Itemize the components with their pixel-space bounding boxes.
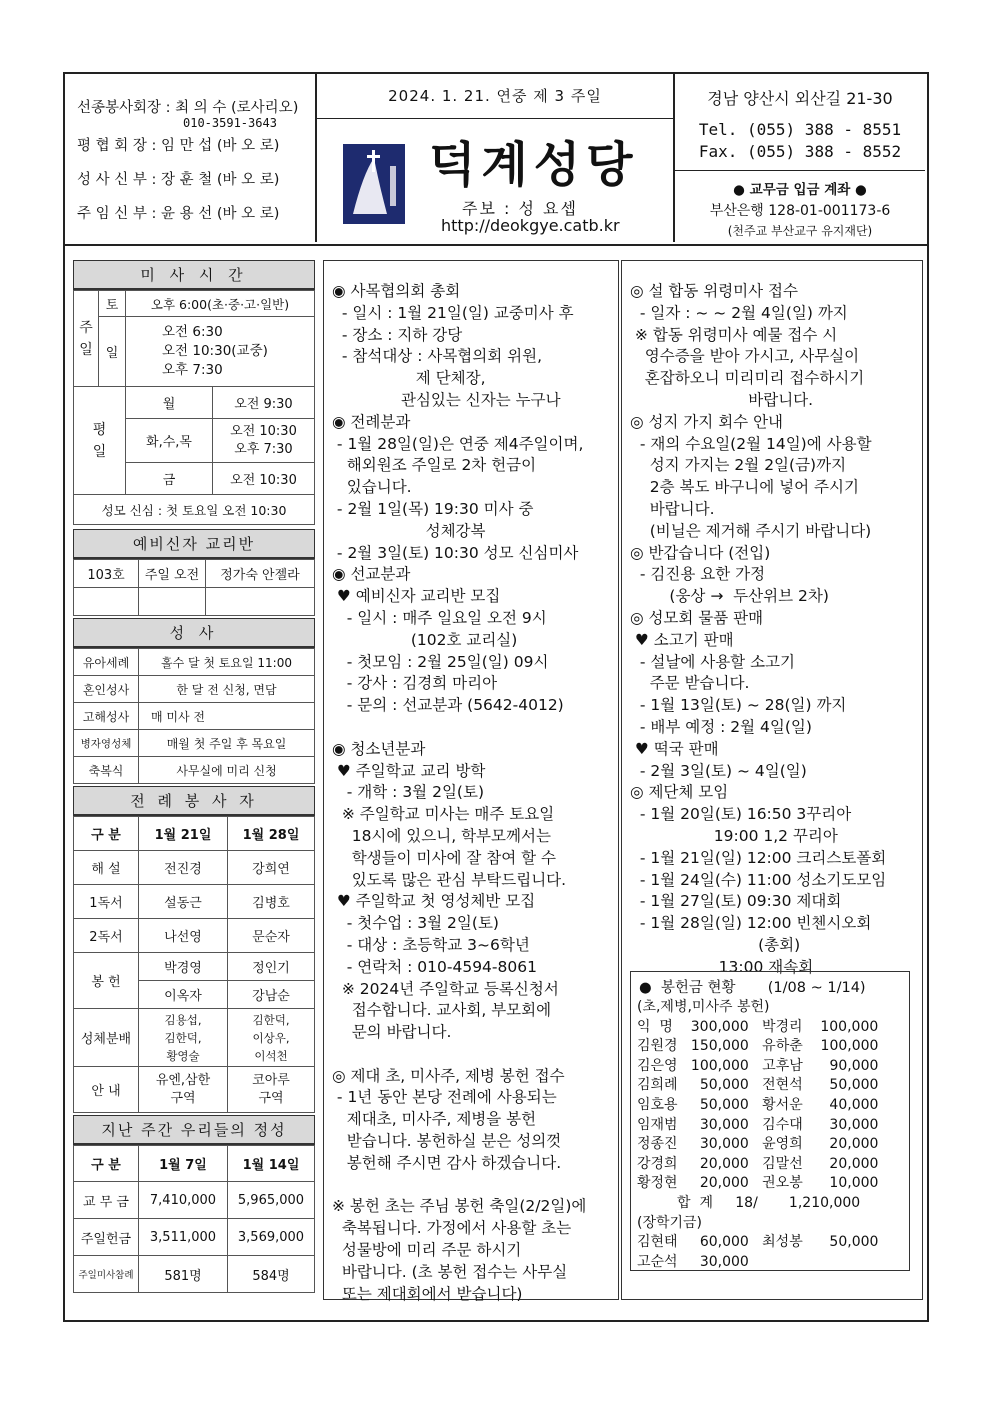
header <box>65 74 927 246</box>
sacrament-info: 홀수 달 첫 토요일 11:00 <box>139 649 315 676</box>
col-header: 1월 14일 <box>228 1146 315 1182</box>
empty-cell <box>74 588 139 616</box>
right-announcements: ◎ 설 합동 위령미사 접수 - 일자 : ~ ~ 2월 4일(일) 까지 ※ 합동 위령미사 예물 접수 시 영수증을 받아 가시고, 사무실이 혼잡하오니 미리미리 접수하시기 바랍니다. ◎ 성지 가지 회수 안내 - 재의 수요일(2월 14일)에 사용할 성지 가지는 2월 2일(금)까지 2층 복도 바구니에 넣어 주시기 바랍니다. (비닐은 제거해 주시기 바랍니다) ◎ 반갑습니다 (전입) - 김진용 요한 가정 (웅상 → 두산위브 2차) ◎ 성모회 물품 판매 ♥ 소고기 판매 - 설날에 사용할 소고기 주문 받습니다. - 1월 13일(토) ~ 28(일) 까지 - 배부 예정 : 2월 4일(일) ♥ 떡국 판매 - 2월 3일(토) ~ 4일(일) ◎ 제단체 모임 - 1월 20일(토) 16:50 3꾸리아 19:00 1,2 꾸리아 - 1월 21일(일) 12:00 크리스토폴회 - 1월 24일(수) 11:00 성소기도모임 - 1월 27일(토) 09:30 제대회 - 1월 28일(일) 12:00 빈첸시오회 (총회) 13:00 재속회 <box>630 282 887 976</box>
title-panel <box>317 74 675 242</box>
role-label: 봉 헌 <box>74 953 139 1009</box>
account-title: ● 교무금 입금 계좌 ● <box>733 182 867 198</box>
sun-times <box>126 317 315 387</box>
staff-panel <box>65 74 317 242</box>
mon-label: 월 <box>126 387 213 419</box>
staff-line-2 <box>77 134 279 155</box>
sacrament-name: 병자영성체 <box>74 730 139 757</box>
staff-line-1 <box>77 96 298 117</box>
staff-role: 선종봉사회장 : <box>77 100 171 116</box>
divider <box>675 170 925 171</box>
sacrament-name: 유아세례 <box>74 649 139 676</box>
sacrament-info: 매 미사 전 <box>139 703 315 730</box>
address: 경남 양산시 외산길 21-30 <box>707 89 893 108</box>
col-header: 구 분 <box>74 817 139 851</box>
website-link[interactable]: http://deokgye.catb.kr <box>441 216 620 235</box>
staff-phone: 010-3591-3643 <box>183 116 277 130</box>
left-column <box>73 260 315 1293</box>
sat-label: 토 <box>99 291 126 317</box>
right-column <box>621 260 923 1300</box>
catechumen-table <box>73 559 315 616</box>
contact-panel <box>675 74 927 242</box>
catechumen-title: 예비신자 교리반 <box>73 529 315 559</box>
sacrament-name: 축복식 <box>74 757 139 784</box>
server-name: 이옥자 <box>139 981 228 1009</box>
server-names: 김한덕, 이상우, 이석천 <box>228 1009 315 1067</box>
staff-line-3 <box>77 168 279 189</box>
bulletin-patron: 주보 : 성 요셉 <box>462 199 578 218</box>
weekday-label: 평일 <box>74 387 126 495</box>
sun-label: 일 <box>99 317 126 387</box>
catechumen-room: 103호 <box>74 560 139 588</box>
sacrament-info: 한 달 전 신청, 면담 <box>139 676 315 703</box>
staff-line-4 <box>77 202 279 223</box>
server-name: 김병호 <box>228 885 315 919</box>
empty-cell <box>139 588 206 616</box>
staff-name: 윤 용 선 (바 오 로) <box>160 206 280 222</box>
offering-value: 3,511,000 <box>139 1219 228 1256</box>
server-name: 설동근 <box>139 885 228 919</box>
sacraments-table <box>73 648 315 784</box>
role-label: 2독서 <box>74 919 139 953</box>
col-header: 1월 21일 <box>139 817 228 851</box>
sacrament-name: 고해성사 <box>74 703 139 730</box>
catechumen-time: 주일 오전 <box>139 560 206 588</box>
donations-title: ● 봉헌금 현황 (1/08 ~ 1/14) <box>639 980 866 996</box>
sunday-label: 주일 <box>74 291 99 387</box>
offering-label: 주일미사참례 <box>74 1256 139 1293</box>
offerings-table <box>73 1145 315 1293</box>
tue-thu-time: 오전 10:30 오후 7:30 <box>213 419 315 463</box>
sacraments-title: 성 사 <box>73 618 315 648</box>
server-name: 강남순 <box>228 981 315 1009</box>
server-names: 유엔,삼한 구역 <box>139 1067 228 1113</box>
server-name: 강희연 <box>228 851 315 885</box>
role-label: 해 설 <box>74 851 139 885</box>
donations-box <box>630 971 910 1271</box>
date-line: 2024. 1. 21. 연중 제 3 주일 <box>317 74 673 119</box>
offering-label: 교 무 금 <box>74 1182 139 1219</box>
staff-name: 최 의 수 (로사리오) <box>175 100 299 116</box>
account-note: (천주교 부산교구 유지재단) <box>727 224 873 238</box>
donations-list: (초,제병,미사주 봉헌) 익 명 300,000 박경리 100,000 김원경 150,000 유하춘 100,000 김은영 100,000 고후남 90,000 김희례 50,000 전현석 50,000 임호용 50,000 황서운 40,000 임재범 30,000 김수대 30,000 정종진 30,000 윤영희 20,000 강경희 20,000 김말선 20,000 황정현 20,000 권오봉 10,000 합 계 18/ 1,210,000 (장학기금) 김현태 60,000 최성봉 50,000 고순석 30,000 <box>637 999 879 1270</box>
fri-label: 금 <box>126 463 213 495</box>
church-name: 덕계성당 <box>429 137 639 193</box>
role-label: 1독서 <box>74 885 139 919</box>
fri-time: 오전 10:30 <box>213 463 315 495</box>
server-names: 김용섭, 김한덕, 황영술 <box>139 1009 228 1067</box>
catechumen-teacher: 정가숙 안젤라 <box>206 560 315 588</box>
server-name: 전진경 <box>139 851 228 885</box>
mass-times-title: 미 사 시 간 <box>73 260 315 290</box>
server-name: 나선영 <box>139 919 228 953</box>
server-names: 코아루 구역 <box>228 1067 315 1113</box>
tel: Tel. (055) 388 - 8551 <box>698 120 902 139</box>
bulletin-frame <box>63 72 929 1322</box>
offerings-title: 지난 주간 우리들의 정성 <box>73 1115 315 1145</box>
servers-table <box>73 816 315 1113</box>
offering-value: 584명 <box>228 1256 315 1293</box>
fax: Fax. (055) 388 - 8552 <box>698 142 902 161</box>
offering-value: 3,569,000 <box>228 1219 315 1256</box>
middle-column <box>323 260 619 1303</box>
church-logo-icon <box>343 144 405 224</box>
server-name: 박경영 <box>139 953 228 981</box>
sat-time: 오후 6:00(초·중·고·일반) <box>126 291 315 317</box>
offering-label: 주일헌금 <box>74 1219 139 1256</box>
sun-time: 오후 7:30 <box>162 362 223 378</box>
role-label: 안 내 <box>74 1067 139 1113</box>
server-name: 정인기 <box>228 953 315 981</box>
staff-role: 성 사 신 부 : <box>77 172 157 188</box>
sacrament-name: 혼인성사 <box>74 676 139 703</box>
sun-time: 오전 6:30 <box>162 324 223 340</box>
tue-thu-label: 화,수,목 <box>126 419 213 463</box>
staff-role: 평 협 회 장 : <box>77 138 157 154</box>
sacrament-info: 사무실에 미리 신청 <box>139 757 315 784</box>
server-name: 문순자 <box>228 919 315 953</box>
first-saturday: 성모 신심 : 첫 토요일 오전 10:30 <box>74 495 315 525</box>
offering-value: 581명 <box>139 1256 228 1293</box>
col-header: 1월 28일 <box>228 817 315 851</box>
sacrament-info: 매월 첫 주일 후 목요일 <box>139 730 315 757</box>
bank-account: 부산은행 128-01-001173-6 <box>709 203 891 219</box>
staff-role: 주 임 신 부 : <box>77 206 157 222</box>
mon-time: 오전 9:30 <box>213 387 315 419</box>
offering-value: 5,965,000 <box>228 1182 315 1219</box>
mass-times-table <box>73 290 315 525</box>
staff-name: 임 만 섭 (바 오 로) <box>160 138 280 154</box>
empty-cell <box>206 588 315 616</box>
staff-name: 장 훈 철 (바 오 로) <box>160 172 280 188</box>
col-header: 1월 7일 <box>139 1146 228 1182</box>
col-header: 구 분 <box>74 1146 139 1182</box>
offering-value: 7,410,000 <box>139 1182 228 1219</box>
middle-announcements: ◉ 사목협의회 총회 - 일시 : 1월 21일(일) 교중미사 후 - 장소 : 지하 강당 - 참석대상 : 사목협의회 위원, 제 단체장, 관심있는 신자는 누구나 ◉ 전례분과 - 1월 28일(일)은 연중 제4주일이며, 해외원조 주일로 2차 헌금이 있습니다. - 2월 1일(목) 19:30 미사 중 성체강복 - 2월 3일(토) 10:30 성모 신심미사 ◉ 선교분과 ♥ 예비신자 교리반 모집 - 일시 : 매주 일요일 오전 9시 (102호 교리실) - 첫모임 : 2월 25일(일) 09시 - 강사 : 김경희 마리아 - 문의 : 선교분과 (5642-4012) ◉ 청소년분과 ♥ 주일학교 교리 방학 - 개학 : 3월 2일(토) ※ 주일학교 미사는 매주 토요일 18시에 있으니, 학부모께서는 학생들이 미사에 잘 참여 할 수 있도록 많은 관심 부탁드립니다. ♥ 주일학교 첫 영성체반 모집 - 첫수업 : 3월 2일(토) - 대상 : 초등학교 3~6학년 - 연락처 : 010-4594-8061 ※ 2024년 주일학교 등록신청서 접수합니다. 교사회, 부모회에 문의 바랍니다. ◎ 제대 초, 미사주, 제병 봉헌 접수 - 1년 동안 본당 전례에 사용되는 제대초, 미사주, 제병을 봉헌 받습니다. 봉헌하실 분은 성의껏 봉헌해 주시면 감사 하겠습니다. ※ 봉헌 초는 주님 봉헌 축일(2/2일)에 축복됩니다. 가정에서 사용할 초는 성물방에 미리 주문 하시기 바랍니다. (초 봉헌 접수는 사무실 또는 제대회에서 받습니다) <box>332 282 587 1303</box>
servers-title: 전 례 봉 사 자 <box>73 786 315 816</box>
role-label: 성체분배 <box>74 1009 139 1067</box>
sun-time: 오전 10:30(교중) <box>162 343 268 359</box>
